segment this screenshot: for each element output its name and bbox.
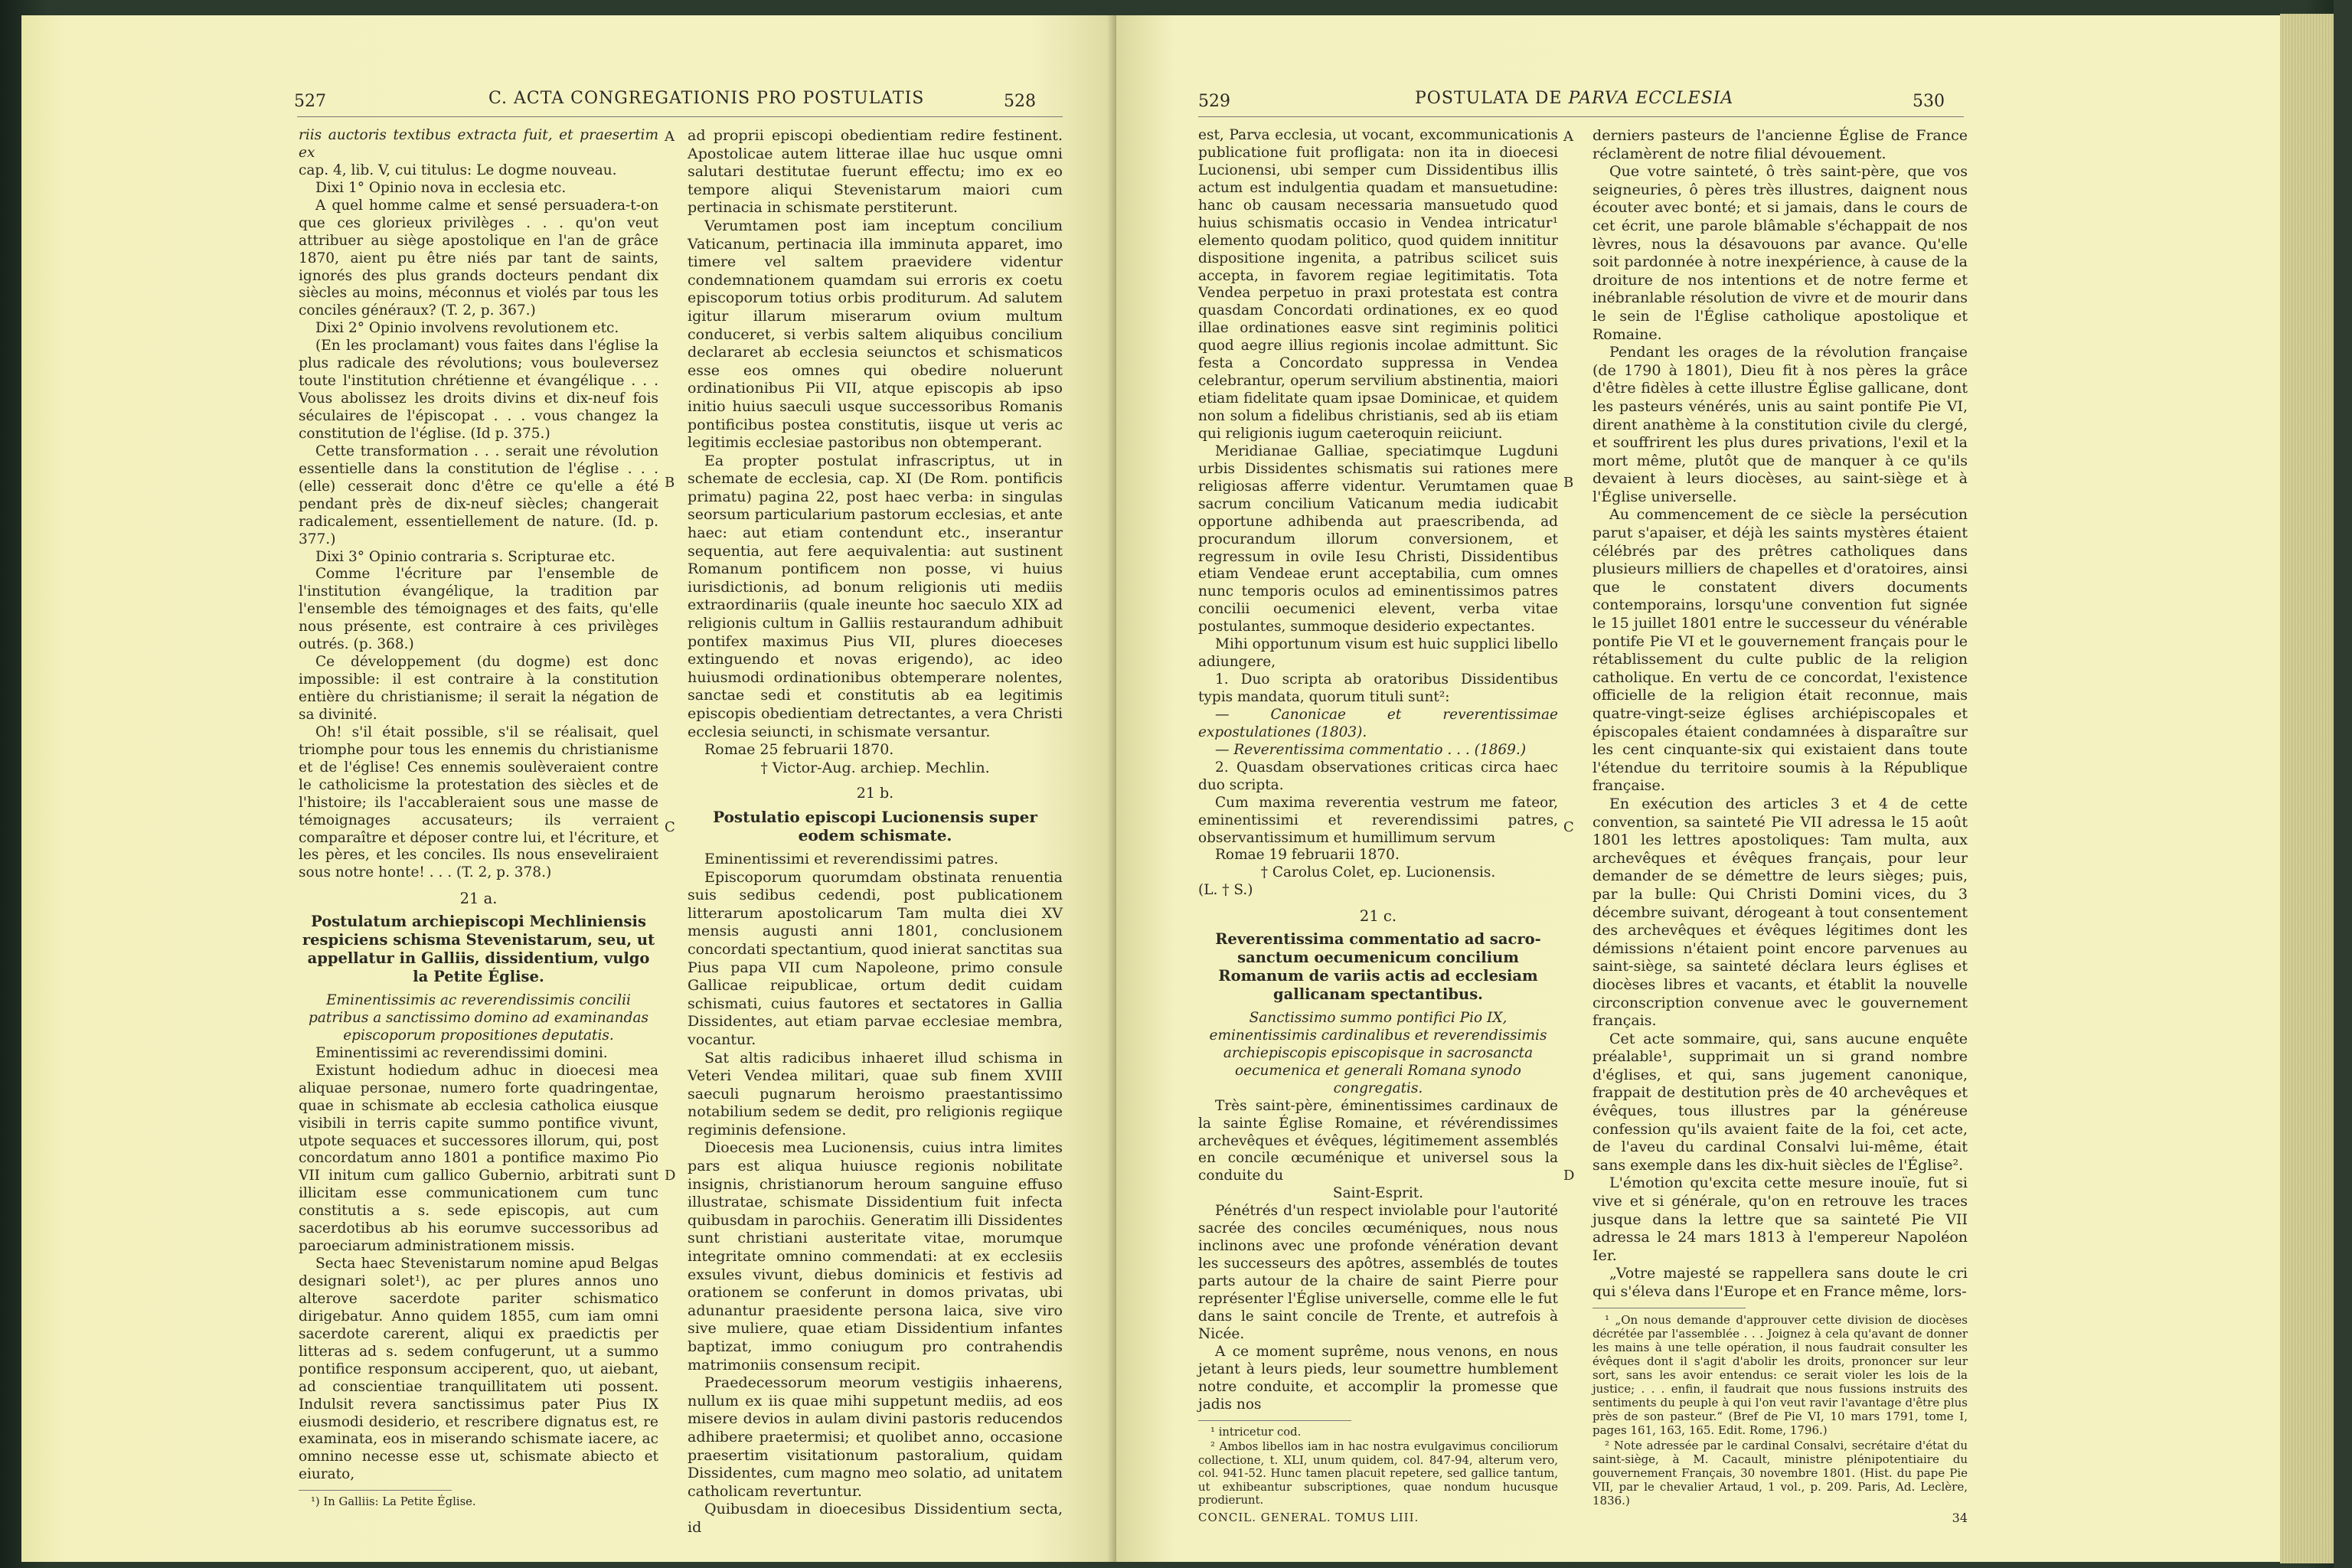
- paragraph: „Votre majesté se rappellera sans doute le cri qui s'éleva dans l'Europe et en France même, lors-: [1592, 1265, 1968, 1300]
- column-body: [688, 851, 1063, 1537]
- paragraph: Romae 25 februarii 1870.: [704, 741, 894, 759]
- paragraph: Existunt hodiedum adhuc in dioecesi mea aliquae personae, numero forte quadringentae, quae in schismate ab ecclesia catholica eiusque visibili in terris capite summo pontifice vivunt, utpote sequaces et successores illorum, qui, post concordatum anno 1801 a pontifice maximo Pio VII initum cum gallico Gubernio, arbitrati sunt illicitam esse communicationem cum tunc constitutis a s. sede episcopis, aut cum sacerdotibus ab his eorumve successoribus ad paroeciarum administrationem missis.: [299, 1062, 658, 1255]
- column-body: [688, 127, 1063, 760]
- paragraph: Eminentissimi et reverendissimi patres.: [704, 850, 999, 867]
- right-page: [1116, 15, 2280, 1562]
- header-rule: [1198, 116, 1964, 117]
- paragraph: Que votre sainteté, ô très saint-père, que vos seigneuries, ô pères très illustres, daignent nous écouter avec bonté; et si jamais, dans le cours de cet écrit, une parole blâmable s'échappait de nos lèvres, nous la désavouons par avance. Qu'elle soit pardonnée à notre inexpérience, à cause de la droiture de nos intentions et de notre ferme et inébranlable résolution de vivre et de mourir dans le sein de l'Église catholique apostolique et Romaine.: [1592, 163, 1968, 343]
- signature: † Carolus Colet, ep. Lucionensis.: [1260, 864, 1496, 881]
- footnote-text: ¹ „On nous demande d'approuver cette division de diocèses décrétée par l'assemblée . . . Joignez à cela qu'avant de donner les mains à une telle opération, il nous faudrait consulter les évêques dont il s'agit d'abolir les droits, prononcer sur leur sort, sans les avoir entendus: ce serait violer les lois de la justice; . . . enfin, il faudrait que nous fussions instruits des sentiments du peuple à qui l'on veut ravir l'avantage d'être plus près de son pasteur.“ (Bref de Pie VI, 10 mars 1791, tome I, pages 161, 163, 165. Edit. Rome, 1796.): [1592, 1312, 1968, 1437]
- margin-letter-c: C: [665, 819, 675, 835]
- paragraph: Romae 19 februarii 1870.: [1215, 847, 1400, 864]
- paragraph: Pénétrés d'un respect inviolable pour l'autorité sacrée des conciles œcuméniques, nous nous inclinons avec une profonde vénération devant les successeurs des apôtres, assemblés de toutes parts autour de la chaire de saint Pierre pour représenter l'Église universelle, comme elle le fut dans le saint concile de Trente, et autrefois à Nicée.: [1198, 1203, 1558, 1342]
- sheet-signature-mark: CONCIL. GENERAL. TOMUS LIII.: [1198, 1510, 1419, 1524]
- paragraph: Eminentissimi ac reverendissimi domini.: [315, 1044, 608, 1061]
- paragraph: Dixi 1° Opinio nova in ecclesia etc.: [315, 179, 567, 196]
- section-number: 21 a.: [459, 890, 498, 908]
- book-cover-edge: [2334, 0, 2352, 1568]
- paragraph: Meridianae Galliae, speciatimque Lugduni urbis Dissidentes schismatis sui rationes mere religiosas afferre videntur. Verumtamen quae sacrum concilium Vaticanum media iudicabit opportune adhibenda aut praescribenda, ad procurandum illorum conversionem, et regressum in ovile Iesu Christi, Dissidentibus etiam Vendeae erunt acceptabilia, cum omnes nunc temporis oculos ad eminentissimos patres concilii oecumenici elevent, verba vitae postulantes, summoque desiderio expectantes.: [1198, 443, 1558, 635]
- seal-mark: (L. † S.): [1198, 882, 1253, 899]
- paragraph: Cette transformation . . . serait une révolution essentielle dans la constitution de l'église . . . (elle) cesserait donc d'être ce qu'elle a été pendant près de dix-neuf siècles; changerait radicalement, essentiellement de nature. (Id. p. 377.): [299, 443, 658, 547]
- paragraph: Dioecesis mea Lucionensis, cuius intra limites pars est aliqua huiusce regionis nobilitate insignis, christianorum heroum sanguine effuso illustratae, schismate Dissidentium fuit infecta quibusdam in parochiis. Generatim illi Dissidentes sunt christiani austeritate vitae, morumque integritate omnino commendati: at ex ecclesiis exsules vivunt, diebus dominicis et festivis ad orationem se conferunt in domos privatas, ubi adunantur praesidente persona laica, sive viro sive muliere, quae etiam Dissidentium infantes baptizat, immo coniugum pro contrahendis matrimoniis consensum recipit.: [688, 1139, 1063, 1374]
- paragraph: A quel homme calme et sensé persuadera-t-on que ces glorieux privilèges . . . qu'on veut attribuer au siège apostolique en l'an de grâce 1870, aient pu être niés par tant de saints, ignorés des plus grands docteurs pendant dix siècles au moins, méconnus et violés par tous les conciles généraux? (T. 2, p. 367.): [299, 197, 658, 319]
- paragraph: riis auctoris textibus extracta fuit, et praesertim ex: [299, 127, 658, 161]
- header-rule: [297, 116, 1063, 117]
- paragraph: Cet acte sommaire, qui, sans aucune enquête préalable¹, supprimait un si grand nombre d'églises, et qui, sans jugement canonique, frappait de destitution près de 40 archevêques et évêques, tous illustres par la généreuse confession qu'ils avaient faite de la foi, cet acte, de l'aveu du cardinal Consalvi lui-même, était sans exemple dans les dix-huit siècles de l'Église².: [1592, 1030, 1968, 1174]
- paragraph: Ea propter postulat infrascriptus, ut in schemate de ecclesia, cap. XI (De Rom. pontificis primatu) pagina 22, post haec verba: in singulas seorsum particularium pastorum ecclesias, et ante haec: aut etiam contendunt etc., inserantur sequentia, aut fere aequivalentia: aut sustinent Romanum pontificem non posse, vi huius iurisdictionis, ad bonum religionis uti mediis extraordinariis (quale ineunte hoc saeculo XIX ad religionis cultum in Galliis restaurandum adhibuit pontifex maximus Pius VII, plures dioeceses extinguendo et novas erigendo), ac ideo huiusmodi ordinationibus obtemperare nolentes, sanctae sedi et constitutis ab ea legitimis episcopis obedientiam detrectantes, a vera Christi ecclesia seiuncti, in schismate versantur.: [688, 452, 1063, 740]
- paragraph: Praedecessorum meorum vestigiis inhaerens, nullum ex iis quae mihi suppetunt mediis, ad eos misere devios in aulam divini pastoris reducendos adhibere praetermisi; et quolibet anno, occasione praesertim visitationum pastoralium, quidam Dissidentes, cum magno meo solatio, ad unitatem catholicam revertuntur.: [688, 1374, 1063, 1500]
- paragraph: A ce moment suprême, nous venons, en nous jetant à leurs pieds, leur soumettre humblement notre conduite, et accomplir la promesse que jadis nos: [1198, 1343, 1558, 1413]
- margin-letter-b: B: [665, 475, 675, 491]
- section-number: 21 b.: [856, 785, 894, 802]
- section-title: Reverentissima commentatio ad sacro-sanctum oecumenicum concilium Romanum de variis actis ad ecclesiam gallicanam spectantibus.: [1215, 930, 1541, 1003]
- column-body: [1198, 127, 1558, 864]
- page-number-528: 528: [1004, 92, 1036, 111]
- footnote: [299, 1495, 658, 1509]
- footnote-text: ² Ambos libellos iam in hac nostra evulgavimus conciliorum collectione, t. XLI, unum quidem, col. 847-94, alterum vero, col. 941-52. Hunc tamen placuit repetere, sed gallice tantum, ut exhibeantur subscriptiones, quae nondum hucusque prodierunt.: [1198, 1440, 1558, 1508]
- footnotes: [1198, 1426, 1558, 1508]
- column-body: [1592, 127, 1968, 1302]
- running-head-text: POSTULATA DE: [1415, 89, 1569, 108]
- footnote-rule: [299, 1490, 452, 1491]
- paragraph: L'émotion qu'excita cette mesure inouïe, fut si vive et si générale, qu'on en retrouve les traces jusque dans la lettre que sa sainteté Pie VII adressa le 24 mars 1813 à l'empereur Napoléon Ier.: [1592, 1174, 1968, 1264]
- right-page-column-1: [1198, 127, 1558, 1527]
- left-page: [21, 15, 1116, 1562]
- left-page-column-1: [299, 127, 658, 1511]
- paragraph: Au commencement de ce siècle la persécution parut s'apaiser, et déjà les saints mystères étaient célébrés par des prêtres catholiques dans plusieurs milliers de chapelles et d'oratoires, ainsi que le constatent divers documents contemporains, lorsqu'une convention fut signée le 15 juillet 1801 entre le successeur du vénérable pontife Pie VI et le gouvernement français pour le rétablissement du culte public de la religion catholique. En vertu de ce concordat, l'existence officielle de la religion était reconnue, mais quatre-vingt-seize églises archiépiscopales et épiscopales étaient condamnées à disparaître sur les cent cinquante-six qui existaient dans toute l'étendue du territoire soumis à la République française.: [1592, 506, 1968, 795]
- paragraph: Verumtamen post iam inceptum concilium Vaticanum, pertinacia illa imminuta apparet, imo timere vel saltem praevidere videntur condemnationem quamdam sui erroris ex coetu episcoporum totius orbis proditurum. Ad salutem igitur illarum miserarum ovium multum conduceret, si verbis saltem aliquibus concilium declararet ab ecclesia seiunctos et schismaticos esse eos omnes qui obedire noluerunt ordinationibus Pii VII, atque episcopis ab ipso initio huius saeculi usque successoribus Romanis pontificibus postea constitutis, iisque ut veris ac legitimis ecclesiae pastoribus non obtemperant.: [688, 217, 1063, 452]
- footnote-text: ¹ intricetur cod.: [1210, 1425, 1302, 1439]
- column-body: [299, 1045, 658, 1484]
- page-number-529: 529: [1198, 92, 1230, 111]
- paragraph: Sat altis radicibus inhaeret illud schisma in Veteri Vendea militari, quae sub finem XVIII saeculi pugnarum heroismo praestantissimo notabilium sedem se dedit, pro religionis regiique regiminis defensione.: [688, 1049, 1063, 1138]
- page-fore-edge: [2280, 14, 2334, 1563]
- footnotes: [1592, 1313, 1968, 1508]
- page-number-527: 527: [294, 92, 326, 111]
- paragraph: ad proprii episcopi obedientiam redire festinent. Apostolicae autem litterae illae huc usque omni salutari destitutae fuerunt effectu; imo ex eo tempore aliqui Stevenistarum maiori cum pertinacia in schismate perstiterunt.: [688, 127, 1063, 217]
- section-title: Postulatio episcopi Lucionensis super eodem schismate.: [713, 807, 1037, 844]
- paragraph: Dixi 2° Opinio involvens revolutionem etc.: [315, 320, 619, 337]
- footnote-text: ¹) In Galliis: La Petite Église.: [311, 1495, 476, 1509]
- running-head-right: [1415, 89, 1733, 113]
- margin-letter-c: C: [1563, 819, 1574, 835]
- section-title: Postulatum archiepiscopi Mechliniensis respiciens schisma Stevenistarum, seu, ut appellatur in Galliis, dissidentium, vulgo la Petite Église.: [302, 913, 655, 986]
- address-line: Eminentissimis ac reverendissimis concilii patribus a sanctissimo domino ad examinandas episcoporum propositiones deputatis.: [309, 992, 648, 1044]
- paragraph: En exécution des articles 3 et 4 de cette convention, sa sainteté Pie VII adressa le 15 août 1801 les lettres apostoliques: Tam multa, aux archevêques et évêques français, pour leur demander de se démettre de leurs sièges; puis, par la bulle: Qui Christi Domini vices, du 3 décembre suivant, dérogeant à tout consentement des archevêques et évêques légitimes dont les démissions n'étaient point encore parvenues au saint-siège, sa sainteté déclara leurs églises et diocèses libres et vacants, et établit la nouvelle circonscription convenue avec le gouvernement français.: [1592, 795, 1968, 1030]
- margin-letter-d: D: [1563, 1168, 1575, 1184]
- paragraph: Dixi 3° Opinio contraria s. Scripturae etc.: [315, 548, 616, 565]
- left-page-column-2: [688, 127, 1063, 1537]
- signature-number: 34: [1952, 1510, 1968, 1525]
- running-head-left: C. ACTA CONGREGATIONIS PRO POSTULATIS: [488, 89, 925, 108]
- running-head-italic: PARVA ECCLESIA: [1568, 89, 1734, 108]
- column-body: [299, 127, 658, 882]
- paragraph: Secta haec Stevenistarum nomine apud Belgas designari solet¹), ac per plures annos uno alterove sacerdote pariter schismatico dirigebatur. Anno quidem 1855, cum iam omni sacerdote carerent, aliqui ex praedictis per litteras ad s. sedem confugerunt, ut a summo pontifice responsum acciperent, quo, ut aiebant, ad conscientiae tranquillitatem uti possent. Indulsit revera sanctissimus pater Pius IX eiusmodi desiderio, et rescribere dignatus est, re examinata, eos in miserando schismate iacere, ac omnino necesse esse ut, schismate abiecto et eiurato,: [299, 1256, 658, 1483]
- right-page-column-2: [1592, 127, 1968, 1527]
- footnote-rule: [1198, 1420, 1351, 1421]
- paragraph: Saint-Esprit.: [1332, 1185, 1424, 1202]
- page-number-530: 530: [1913, 92, 1945, 111]
- address-line: Sanctissimo summo pontifici Pio IX, eminentissimis cardinalibus et reverendissimis archiepiscopis episcopisque in sacrosancta oecumenica et generali Romana synodo congregatis.: [1209, 1009, 1547, 1096]
- paragraph: Mihi opportunum visum est huic supplici libello adiungere,: [1198, 636, 1558, 671]
- column-body: [1198, 1098, 1558, 1414]
- paragraph: Oh! s'il était possible, s'il se réalisait, quel triomphe pour tous les ennemis du christianisme et de l'église! Ces ennemis soulèveraient contre le catholicisme la protestation des siècles et de l'histoire; ils l'accableraient sous une masse de témoignages accusateurs; ils verraient comparaître et déposer contre lui, et l'écriture, et les pères, et les conciles. Ils nous enseveliraient sous notre honte! . . . (T. 2, p. 378.): [299, 724, 658, 881]
- paragraph: (En les proclamant) vous faites dans l'église la plus radicale des révolutions; vous bouleversez toute l'institution chrétienne et évangélique . . . Vous abolissez les droits divins et dix-neuf fois séculaires de l'épiscopat . . . vous changez la constitution de l'église. (Id p. 375.): [299, 338, 658, 442]
- margin-letter-b: B: [1563, 475, 1574, 491]
- paragraph: derniers pasteurs de l'ancienne Église de France réclamèrent de notre filial dévouement.: [1592, 127, 1968, 162]
- paragraph: — Canonicae et reverentissimae expostulationes (1803).: [1198, 706, 1558, 740]
- margin-letter-a: A: [1563, 129, 1573, 145]
- paragraph: Comme l'écriture par l'ensemble de l'institution évangélique, la tradition par l'ensemble des témoignages et des faits, qu'elle nous présente, est contraire à ces privilèges outrés. (p. 368.): [299, 566, 658, 653]
- margin-letter-a: A: [665, 129, 675, 145]
- paragraph: 1. Duo scripta ab oratoribus Dissidentibus typis mandata, quorum tituli sunt²:: [1198, 671, 1558, 705]
- paragraph: Ce développement (du dogme) est donc impossible: il est contraire à la constitution entière du christianisme; il serait la négation de sa divinité.: [299, 654, 658, 723]
- footnote-text: ² Note adressée par le cardinal Consalvi, secrétaire d'état du saint-siège, à M. Cacault, ministre plénipotentiaire du gouvernement Français, 30 novembre 1801. (Hist. du pape Pie VII, par le chevalier Artaud, 1 vol., p. 209. Paris, Ad. Leclère, 1836.): [1592, 1438, 1968, 1508]
- signature: † Victor-Aug. archiep. Mechlin.: [760, 759, 990, 776]
- paragraph: Episcoporum quorumdam obstinata renuentia suis sedibus cedendi, post publicationem litterarum apostolicarum Tam multa diei XV mensis augusti anni 1801, conclusionem concordati spectantium, quod inierat sanctitas sua Pius papa VII cum Napoleone, primo consule Gallicae reipublicae, ortum dedit cuidam schismati, cuius fautores et sectatores in Gallia Dissidentes, aut etiam parvae ecclesiae membra, vocantur.: [688, 868, 1063, 1048]
- paragraph: cap. 4, lib. V, cui titulus: Le dogme nouveau.: [299, 162, 617, 178]
- paragraph: Cum maxima reverentia vestrum me fateor, eminentissimi et reverendissimi patres, observantissimum et humillimum servum: [1198, 794, 1558, 846]
- paragraph: Très saint-père, éminentissimes cardinaux de la sainte Église Romaine, et révérendissimes archevêques et évêques, légitimement assemblés en concile œcuménique et universel sous la conduite du: [1198, 1097, 1558, 1184]
- paragraph: Pendant les orages de la révolution française (de 1790 à 1801), Dieu fit à nos pères la grâce d'être fidèles à cette illustre Église gallicane, dont les pasteurs vénérés, unis au saint pontife Pie VI, dirent anathème à la constitution civile du clergé, et souffrirent les plus dures privations, l'exil et la mort même, plutôt que de manquer à ce qu'ils devaient à leurs diocèses, au saint-siège et à l'Église universelle.: [1592, 344, 1968, 505]
- margin-letter-d: D: [665, 1168, 676, 1184]
- paragraph: Quibusdam in dioecesibus Dissidentium secta, id: [688, 1501, 1063, 1536]
- paragraph: 2. Quasdam observationes criticas circa haec duo scripta.: [1198, 759, 1558, 793]
- paragraph: est, Parva ecclesia, ut vocant, excommunicationis publicatione fuit profligata: non ita in dioecesi Lucionensi, ubi semper cum Dissidentibus illis actum est indulgentia quadam et mansuetudine: hanc ob causam necessaria mansuetudo quod huius schismatis occasio in Vendea intricatur¹ elemento quodam politico, quod quidem innititur dispositione ingenita, a patribus scilicet suis accepta, in favorem regiae legitimitatis. Tota Vendea perpetuo in praxi protestata est contra quasdam Concordati ordinationes, ex eo quod illae ordinationes easve sint regiminis politici quod aegre illius regionis incolae admittunt. Sic festa a Concordato suppressa in Vendea celebrantur, operum servilium abstinentia, maiori etiam fidelitate quam ipsae Dominicae, et quidem non solum a fidelibus christianis, sed ab iis etiam qui religionis iugum caeteroquin reiiciunt.: [1198, 127, 1558, 442]
- section-number: 21 c.: [1359, 907, 1397, 926]
- paragraph: — Reverentissima commentatio . . . (1869.): [1215, 741, 1527, 758]
